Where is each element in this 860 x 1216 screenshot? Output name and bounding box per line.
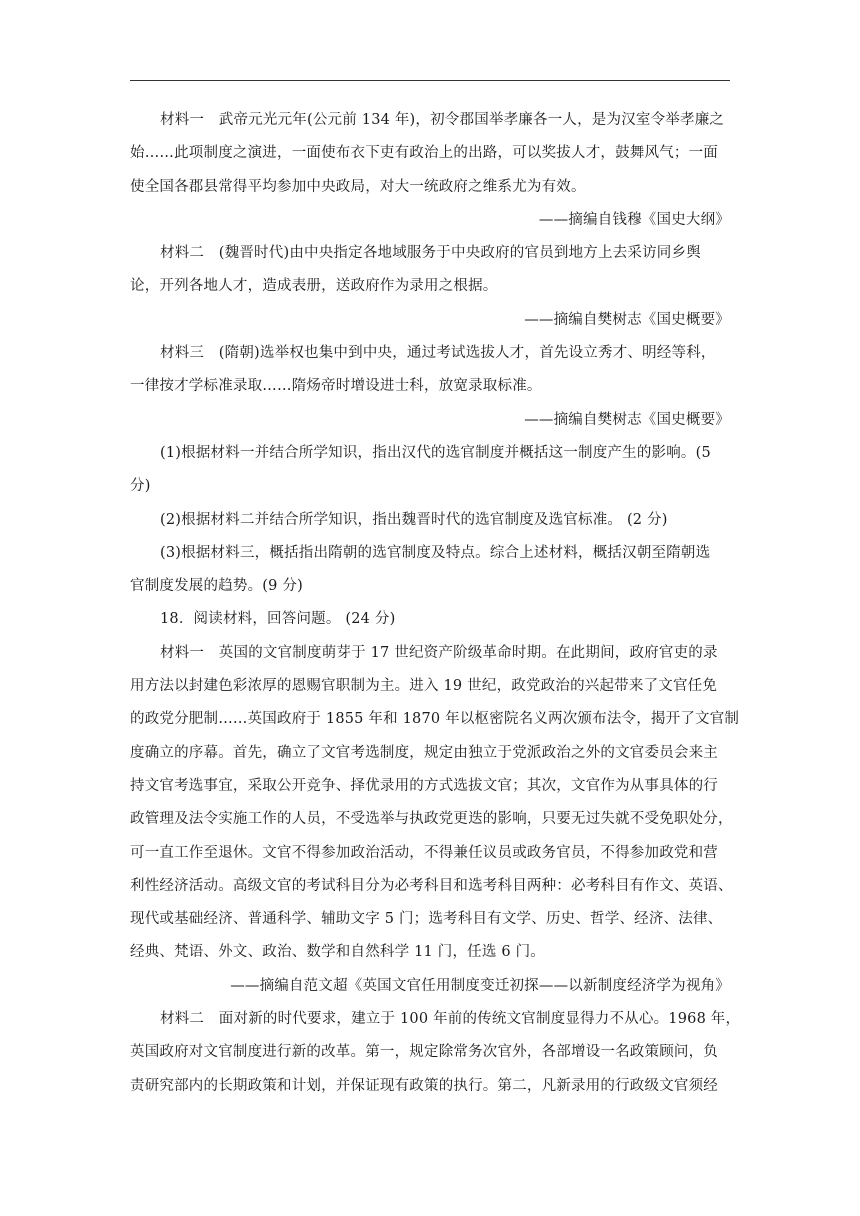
text-line: 始……此项制度之演进，一面使布衣下吏有政治上的出路，可以奖拔人才，鼓舞风气；一面 [130, 145, 718, 162]
text-line: 一律按才学标准录取……隋炀帝时增设进士科，放宽录取标准。 [130, 378, 542, 395]
text-line: 政管理及法令实施工作的人员，不受选举与执政党更迭的影响，只要无过失就不受免职处分， [130, 811, 733, 828]
text-line: (1)根据材料一并结合所学知识，指出汉代的选官制度并概括这一制度产生的影响。(5 [160, 444, 711, 461]
citation-line: ——摘编自钱穆《国史大纲》 [538, 211, 730, 228]
text-line: 官制度发展的趋势。(9 分) [130, 578, 303, 595]
text-line: (3)根据材料三，概括指出隋朝的选官制度及特点。综合上述材料，概括汉朝至隋朝选 [160, 544, 711, 561]
text-line: 18．阅读材料，回答问题。 (24 分) [160, 611, 396, 628]
citation-line: ——摘编自范文超《英国文官任用制度变迁初探——以新制度经济学为视角》 [230, 977, 730, 994]
text-line: 现代或基础经济、普通科学、辅助文字 5 门；选考科目有文学、历史、哲学、经济、法律、 [130, 911, 723, 928]
text-line: 的政党分肥制……英国政府于 1855 年和 1870 年以枢密院名义两次颁布法令，揭开了文官制 [130, 711, 740, 728]
text-line: 材料一 英国的文官制度萌芽于 17 世纪资产阶级革命时期。在此期间，政府官吏的录 [160, 644, 718, 661]
document-body [130, 104, 741, 1103]
header-rule [130, 80, 730, 81]
text-line: 可一直工作至退休。文官不得参加政治活动，不得兼任议员或政务官员，不得参加政党和营 [130, 844, 718, 861]
text-line: 用方法以封建色彩浓厚的恩赐官职制为主。进入 19 世纪，政党政治的兴起带来了文官任免 [130, 678, 718, 695]
text-line: 持文官考选事宜，采取公开竞争、择优录用的方式选拔文官；其次，文官作为从事具体的行 [130, 777, 718, 794]
text-line: 利性经济活动。高级文官的考试科目分为必考科目和选考科目两种：必考科目有作文、英语、 [130, 877, 733, 894]
text-line: 责研究部内的长期政策和计划，并保证现有政策的执行。第二，凡新录用的行政级文官须经 [130, 1077, 718, 1094]
text-line: 英国政府对文官制度进行新的改革。第一，规定除常务次官外，各部增设一名政策顾问，负 [130, 1044, 718, 1061]
text-line: 分) [130, 478, 151, 495]
text-line: 度确立的序幕。首先，确立了文官考选制度，规定由独立于党派政治之外的文官委员会来主 [130, 744, 718, 761]
text-line: 使全国各郡县常得平均参加中央政局，对大一统政府之维系尤为有效。 [130, 178, 586, 195]
citation-line: ——摘编自樊树志《国史概要》 [524, 411, 730, 428]
text-line: 材料三 (隋朝)选举权也集中到中央，通过考试选拔人才，首先设立秀才、明经等科， [160, 345, 716, 362]
text-line: 经典、梵语、外文、政治、数学和自然科学 11 门，任选 6 门。 [130, 944, 546, 961]
citation-line: ——摘编自樊树志《国史概要》 [524, 311, 730, 328]
text-line: 材料二 面对新的时代要求，建立于 100 年前的传统文官制度显得力不从心。1968 年， [160, 1011, 741, 1028]
text-line: 材料二 (魏晋时代)由中央指定各地域服务于中央政府的官员到地方上去采访同乡舆 [160, 245, 701, 262]
text-line: 论，开列各地人才，造成表册，送政府作为录用之根据。 [130, 278, 498, 295]
text-line: 材料一 武帝元光元年(公元前 134 年)，初令郡国举孝廉各一人，是为汉室令举孝廉之 [160, 112, 725, 128]
text-line: (2)根据材料二并结合所学知识，指出魏晋时代的选官制度及选官标准。 (2 分) [160, 511, 668, 528]
